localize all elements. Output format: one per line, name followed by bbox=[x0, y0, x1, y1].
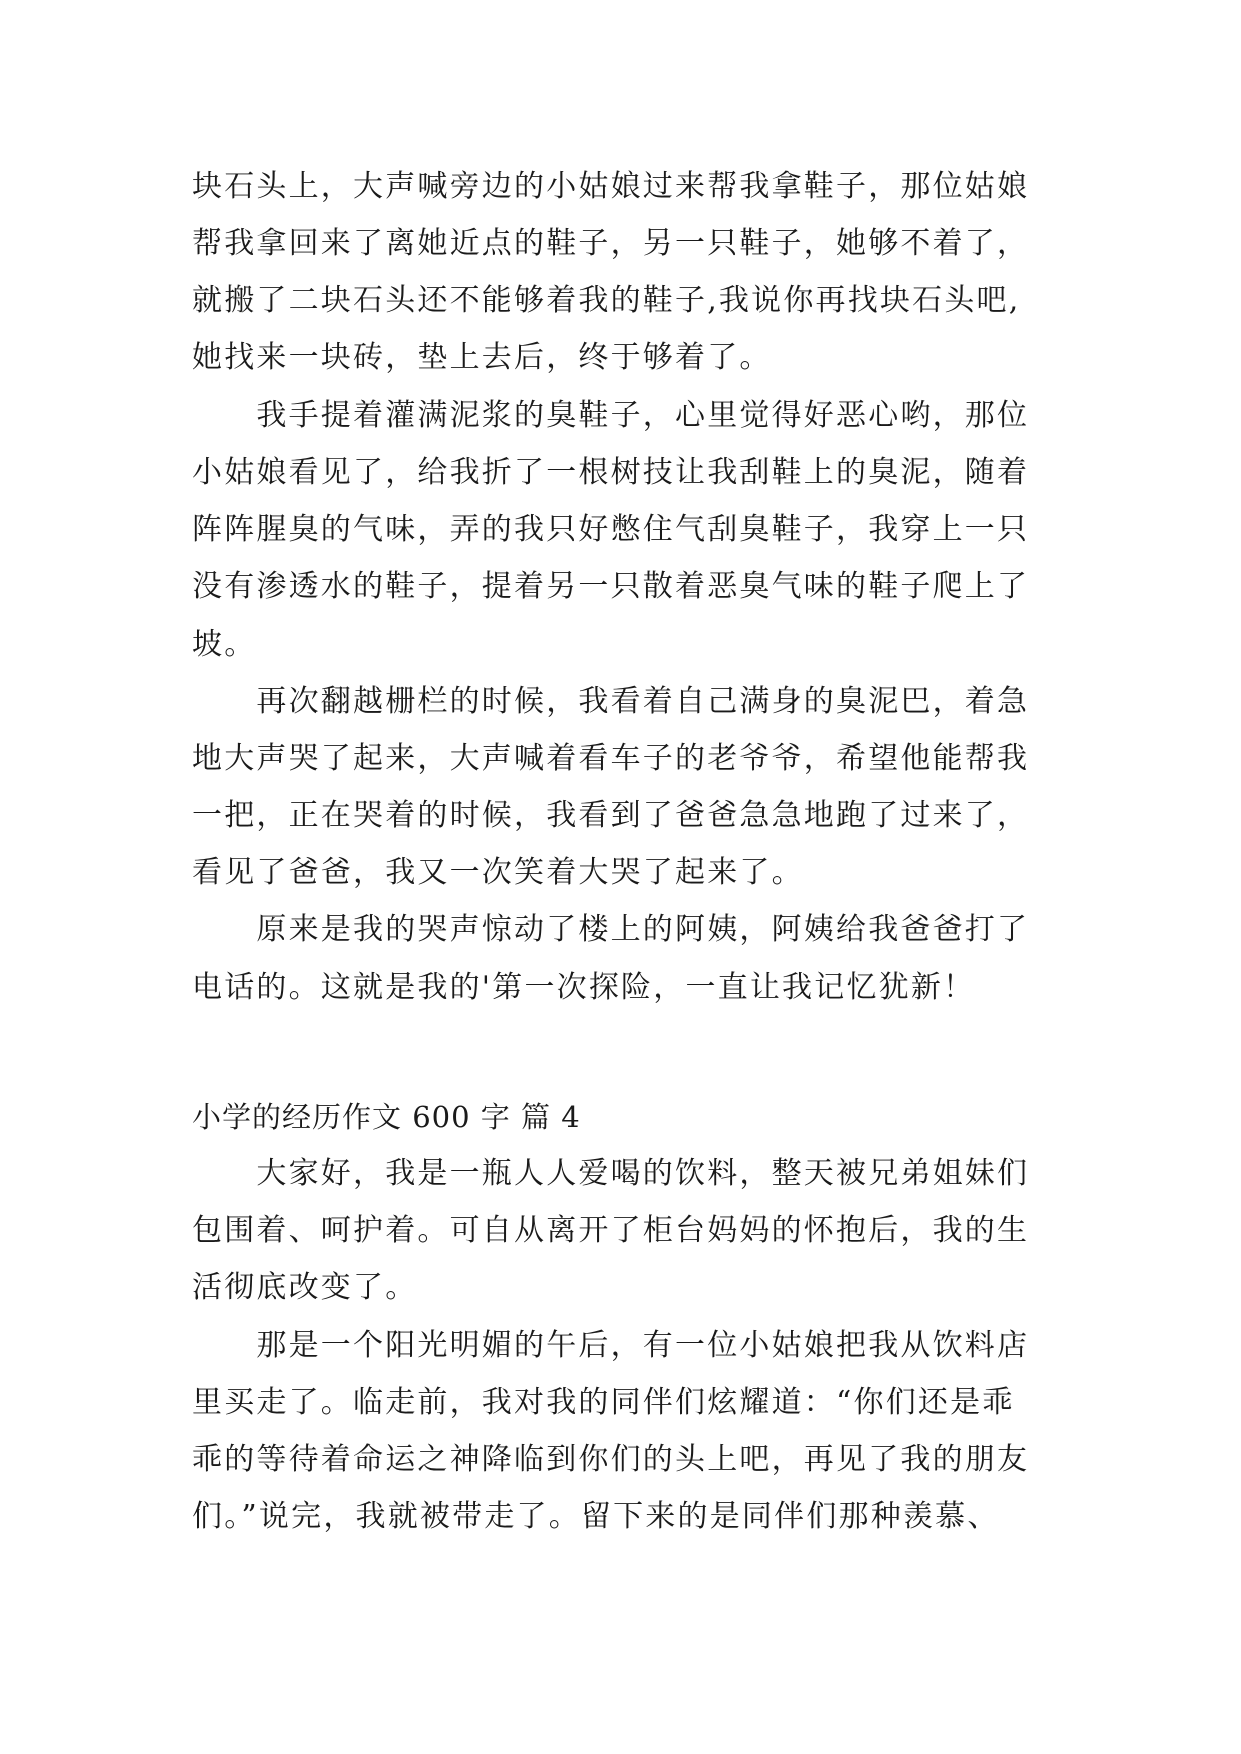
text-line: 阵阵腥臭的气味，弄的我只好憋住气刮臭鞋子，我穿上一只 bbox=[192, 512, 1030, 547]
text-line: 小姑娘看见了，给我折了一根树技让我刮鞋上的臭泥，随着 bbox=[192, 455, 1030, 490]
section-heading: 小学的经历作文 600 字 篇 4 bbox=[192, 1100, 581, 1134]
text-line: 我手提着灌满泥浆的臭鞋子，心里觉得好恶心哟，那位 bbox=[192, 398, 1030, 433]
text-line: 没有渗透水的鞋子，提着另一只散着恶臭气味的鞋子爬上了 bbox=[192, 569, 1030, 604]
text-line: 包围着、呵护着。可自从离开了柜台妈妈的怀抱后，我的生 bbox=[192, 1213, 1030, 1248]
text-line: 活彻底改变了。 bbox=[192, 1270, 418, 1305]
text-line: 看见了爸爸，我又一次笑着大哭了起来了。 bbox=[192, 855, 804, 890]
text-line: 大家好，我是一瓶人人爱喝的饮料，整天被兄弟姐妹们 bbox=[192, 1156, 1030, 1191]
text-line: 那是一个阳光明媚的午后，有一位小姑娘把我从饮料店 bbox=[192, 1328, 1030, 1363]
text-line: 块石头上，大声喊旁边的小姑娘过来帮我拿鞋子，那位姑娘 bbox=[192, 169, 1030, 204]
text-line: 们。”说完，我就被带走了。留下来的是同伴们那种羡慕、 bbox=[192, 1499, 1000, 1534]
text-line: 里买走了。临走前，我对我的同伴们炫耀道：“你们还是乖 bbox=[192, 1385, 1015, 1420]
text-line: 她找来一块砖，垫上去后，终于够着了。 bbox=[192, 340, 772, 375]
text-line: 再次翻越栅栏的时候，我看着自己满身的臭泥巴，着急 bbox=[192, 684, 1030, 719]
text-line: 就搬了二块石头还不能够着我的鞋子,我说你再找块石头吧, bbox=[192, 283, 1021, 318]
text-line: 地大声哭了起来，大声喊着看车子的老爷爷，希望他能帮我 bbox=[192, 741, 1030, 776]
text-line: 一把，正在哭着的时候，我看到了爸爸急急地跑了过来了， bbox=[192, 798, 1030, 833]
text-line: 乖的等待着命运之神降临到你们的头上吧，再见了我的朋友 bbox=[192, 1442, 1030, 1477]
text-line: 电话的。这就是我的'第一次探险，一直让我记忆犹新！ bbox=[192, 970, 976, 1005]
text-line: 帮我拿回来了离她近点的鞋子，另一只鞋子，她够不着了， bbox=[192, 226, 1030, 261]
text-line: 坡。 bbox=[192, 627, 257, 662]
text-line: 原来是我的哭声惊动了楼上的阿姨，阿姨给我爸爸打了 bbox=[192, 912, 1030, 947]
